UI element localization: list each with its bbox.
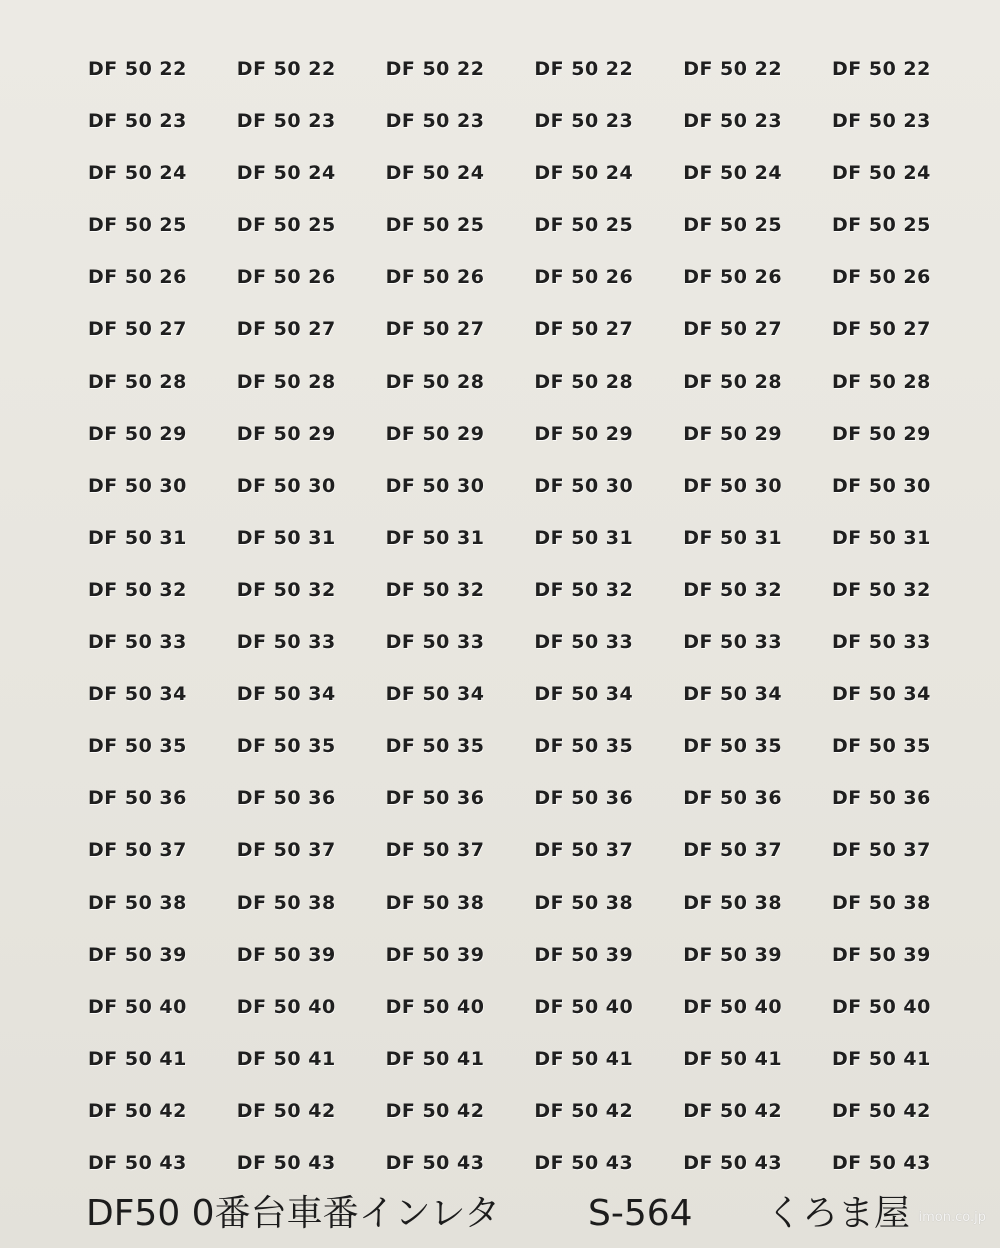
decal-number: DF 50 23 (385, 110, 485, 133)
decal-number: DF 50 40 (385, 995, 485, 1018)
decal-number: DF 50 34 (831, 683, 931, 706)
decal-number: DF 50 40 (534, 995, 634, 1018)
decal-number: DF 50 43 (831, 1151, 931, 1174)
decal-number: DF 50 26 (236, 266, 336, 289)
decal-number: DF 50 36 (534, 787, 634, 810)
decal-number: DF 50 41 (534, 1047, 634, 1070)
decal-number: DF 50 35 (236, 735, 336, 758)
product-title: DF50 0番台車番インレタ (86, 1193, 501, 1234)
decal-number: DF 50 43 (236, 1151, 336, 1174)
decal-number: DF 50 42 (534, 1099, 634, 1122)
decal-number: DF 50 37 (534, 839, 634, 862)
decal-number: DF 50 32 (683, 578, 783, 601)
decal-number: DF 50 40 (831, 995, 931, 1018)
decal-number: DF 50 42 (88, 1099, 187, 1122)
decal-number: DF 50 27 (683, 318, 783, 341)
decal-number: DF 50 29 (683, 422, 783, 445)
decal-number: DF 50 32 (385, 578, 485, 601)
decal-number: DF 50 32 (831, 578, 931, 601)
decal-number: DF 50 39 (236, 943, 336, 966)
decal-number: DF 50 39 (831, 943, 931, 966)
decal-number: DF 50 38 (385, 891, 485, 914)
decal-number: DF 50 26 (831, 266, 931, 289)
decal-number: DF 50 36 (236, 787, 336, 810)
decal-number: DF 50 29 (88, 422, 187, 445)
decal-number: DF 50 24 (236, 162, 336, 185)
decal-number: DF 50 26 (88, 266, 187, 289)
decal-number: DF 50 38 (534, 891, 634, 914)
decal-number: DF 50 33 (236, 631, 336, 654)
decal-number: DF 50 27 (236, 318, 336, 341)
decal-number: DF 50 25 (683, 214, 783, 237)
decal-number: DF 50 28 (683, 370, 783, 393)
decal-number: DF 50 41 (88, 1047, 187, 1070)
decal-number: DF 50 26 (683, 266, 783, 289)
decal-number: DF 50 30 (88, 474, 187, 497)
decal-number: DF 50 31 (683, 526, 783, 549)
decal-number: DF 50 26 (385, 266, 485, 289)
decal-number: DF 50 28 (831, 370, 931, 393)
decal-number: DF 50 35 (683, 735, 783, 758)
decal-number: DF 50 24 (385, 162, 485, 185)
decal-number: DF 50 33 (683, 631, 783, 654)
decal-number: DF 50 43 (88, 1151, 187, 1174)
decal-number: DF 50 22 (534, 58, 634, 80)
decal-number: DF 50 34 (683, 683, 783, 706)
decal-number: DF 50 29 (385, 422, 485, 445)
decal-number: DF 50 25 (534, 214, 634, 237)
decal-number: DF 50 41 (831, 1047, 931, 1070)
decal-number: DF 50 38 (88, 891, 187, 914)
decal-number: DF 50 28 (236, 370, 336, 393)
decal-number: DF 50 31 (88, 526, 187, 549)
decal-number: DF 50 28 (385, 370, 485, 393)
decal-number: DF 50 32 (534, 578, 634, 601)
decal-number: DF 50 22 (385, 58, 485, 80)
decal-number: DF 50 33 (831, 631, 931, 654)
decal-number: DF 50 26 (534, 266, 634, 289)
decal-number: DF 50 40 (683, 995, 783, 1018)
decal-number: DF 50 33 (88, 631, 187, 654)
decal-number: DF 50 23 (88, 110, 187, 133)
decal-number: DF 50 27 (831, 318, 931, 341)
decal-number: DF 50 28 (534, 370, 634, 393)
decal-number: DF 50 25 (236, 214, 336, 237)
decal-number: DF 50 27 (385, 318, 485, 341)
decal-number: DF 50 37 (88, 839, 187, 862)
decal-number: DF 50 35 (385, 735, 485, 758)
decal-number: DF 50 31 (236, 526, 336, 549)
decal-number: DF 50 41 (683, 1047, 783, 1070)
decal-number: DF 50 30 (683, 474, 783, 497)
decal-number: DF 50 39 (534, 943, 634, 966)
product-code: S-564 (588, 1193, 693, 1234)
decal-number: DF 50 35 (88, 735, 187, 758)
decal-number: DF 50 24 (534, 162, 634, 185)
decal-number: DF 50 22 (831, 58, 931, 80)
decal-number: DF 50 34 (385, 683, 485, 706)
decal-number: DF 50 39 (683, 943, 783, 966)
decal-number: DF 50 33 (534, 631, 634, 654)
decal-number: DF 50 31 (534, 526, 634, 549)
decal-number: DF 50 28 (88, 370, 187, 393)
decal-number: DF 50 40 (88, 995, 187, 1018)
decal-number: DF 50 36 (88, 787, 187, 810)
decal-number: DF 50 22 (236, 58, 336, 80)
decal-number: DF 50 37 (831, 839, 931, 862)
decal-number: DF 50 41 (236, 1047, 336, 1070)
decal-number: DF 50 43 (683, 1151, 783, 1174)
decal-number: DF 50 31 (831, 526, 931, 549)
decal-number: DF 50 25 (88, 214, 187, 237)
decal-number: DF 50 32 (88, 578, 187, 601)
decal-number: DF 50 23 (831, 110, 931, 133)
decal-number: DF 50 34 (88, 683, 187, 706)
decal-number: DF 50 25 (385, 214, 485, 237)
decal-number: DF 50 29 (236, 422, 336, 445)
decal-number: DF 50 42 (236, 1099, 336, 1122)
decal-number: DF 50 39 (88, 943, 187, 966)
decal-number: DF 50 32 (236, 578, 336, 601)
decal-number: DF 50 41 (385, 1047, 485, 1070)
decal-number: DF 50 25 (831, 214, 931, 237)
decal-number: DF 50 38 (683, 891, 783, 914)
decal-grid (88, 56, 988, 1202)
decal-number: DF 50 35 (534, 735, 634, 758)
decal-number: DF 50 30 (236, 474, 336, 497)
decal-number: DF 50 36 (683, 787, 783, 810)
decal-number: DF 50 23 (236, 110, 336, 133)
sheet-footer (86, 1190, 966, 1238)
decal-number: DF 50 22 (88, 58, 187, 80)
decal-number: DF 50 27 (534, 318, 634, 341)
decal-number: DF 50 42 (385, 1099, 485, 1122)
decal-number: DF 50 40 (236, 995, 336, 1018)
decal-number: DF 50 30 (831, 474, 931, 497)
decal-number: DF 50 42 (683, 1099, 783, 1122)
decal-number: DF 50 43 (534, 1151, 634, 1174)
decal-number: DF 50 42 (831, 1099, 931, 1122)
decal-number: DF 50 29 (831, 422, 931, 445)
decal-number: DF 50 37 (385, 839, 485, 862)
decal-number: DF 50 38 (236, 891, 336, 914)
decal-number: DF 50 34 (534, 683, 634, 706)
decal-number: DF 50 22 (683, 58, 783, 80)
decal-number: DF 50 36 (385, 787, 485, 810)
decal-number: DF 50 30 (534, 474, 634, 497)
decal-number: DF 50 27 (88, 318, 187, 341)
decal-number: DF 50 30 (385, 474, 485, 497)
maker-name: くろま屋 (766, 1193, 911, 1234)
decal-number: DF 50 36 (831, 787, 931, 810)
decal-number: DF 50 33 (385, 631, 485, 654)
decal-number: DF 50 43 (385, 1151, 485, 1174)
decal-number: DF 50 24 (88, 162, 187, 185)
watermark: imon.co.jp (918, 1210, 986, 1225)
decal-number: DF 50 29 (534, 422, 634, 445)
decal-number: DF 50 37 (236, 839, 336, 862)
decal-number: DF 50 39 (385, 943, 485, 966)
decal-number: DF 50 31 (385, 526, 485, 549)
decal-number: DF 50 37 (683, 839, 783, 862)
decal-number: DF 50 23 (534, 110, 634, 133)
decal-number: DF 50 24 (683, 162, 783, 185)
decal-number: DF 50 34 (236, 683, 336, 706)
decal-number: DF 50 23 (683, 110, 783, 133)
decal-number: DF 50 35 (831, 735, 931, 758)
decal-number: DF 50 24 (831, 162, 931, 185)
decal-number: DF 50 38 (831, 891, 931, 914)
